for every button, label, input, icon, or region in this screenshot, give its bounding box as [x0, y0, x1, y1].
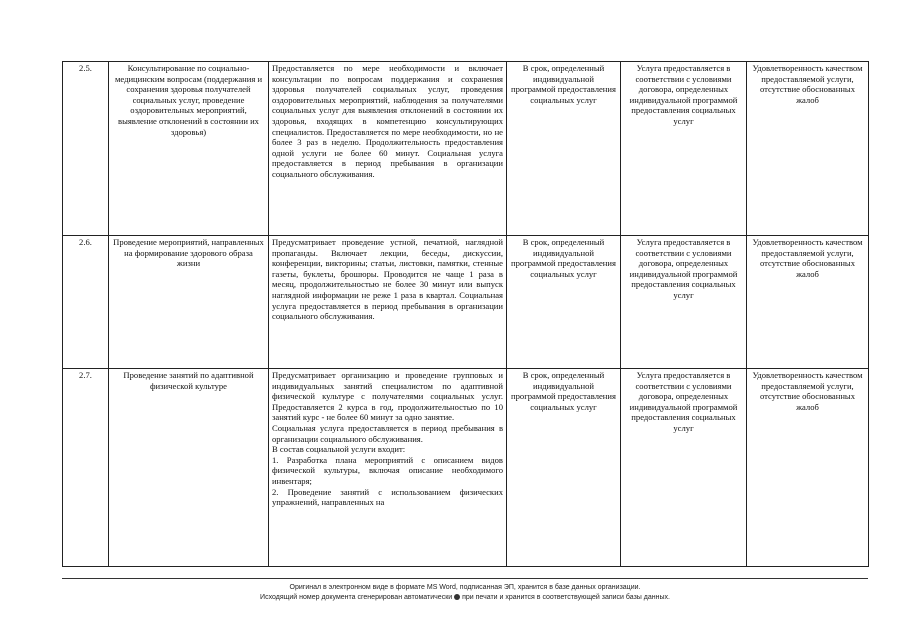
page-mark-icon — [454, 594, 460, 600]
service-term: В срок, определенный индивидуальной программой предоставления социальных услуг — [507, 62, 621, 236]
service-description — [269, 62, 507, 236]
footer-text-after: при печати и хранится в соответствующей записи базы данных. — [462, 594, 670, 601]
service-name: Проведение занятий по адаптивной физической культуре — [109, 369, 269, 567]
description-paragraph: Предусматривает организацию и проведение групповых и индивидуальных занятий специалистом по адаптивной физической культуре с получателями социальных услуг. Предоставляется 2 курса в год, продолжительностью по 10 занятий курс - не более 60 минут за одно занятие. — [272, 370, 503, 423]
service-term: В срок, определенный индивидуальной программой предоставления социальных услуг — [507, 236, 621, 369]
quality-criteria: Удовлетворенность качеством предоставляемой услуги, отсутствие обоснованных жалоб — [747, 62, 869, 236]
description-paragraph: 1. Разработка плана мероприятий с описанием видов физической культуры, включая описание необходимого инвентаря; — [272, 454, 503, 486]
description-paragraph: Социальная услуга предоставляется в период пребывания в организации социального обслуживания. — [272, 422, 503, 444]
service-description — [269, 369, 507, 567]
footer-divider — [62, 578, 868, 579]
description-paragraph: 2. Проведение занятий с использованием физических упражнений, направленных на — [272, 486, 503, 508]
footer-text-before: Исходящий номер документа сгенерирован автоматически — [260, 594, 453, 601]
footer-line-1: Оригинал в электронном виде в формате MS Word, подписанная ЭП, хранится в базе данных организации. — [289, 584, 641, 591]
quality-criteria: Удовлетворенность качеством предоставляемой услуги, отсутствие обоснованных жалоб — [747, 236, 869, 369]
services-table — [62, 61, 869, 567]
table-row — [63, 236, 869, 369]
service-conditions: Услуга предоставляется в соответствии с условиями договора, определенных индивидуальной программой предоставления социальных услуг — [621, 236, 747, 369]
row-number: 2.5. — [63, 62, 109, 236]
quality-criteria: Удовлетворенность качеством предоставляемой услуги, отсутствие обоснованных жалоб — [747, 369, 869, 567]
table-row — [63, 62, 869, 236]
row-number: 2.7. — [63, 369, 109, 567]
table-row — [63, 369, 869, 567]
service-conditions: Услуга предоставляется в соответствии с условиями договора, определенных индивидуальной программой предоставления социальных услуг — [621, 62, 747, 236]
service-term: В срок, определенный индивидуальной программой предоставления социальных услуг — [507, 369, 621, 567]
description-paragraph: Предоставляется по мере необходимости и включает консультации по вопросам поддержания и сохранения здоровья получателей социальных услуг, проведения оздоровительных мероприятий, наблюдения за получателями социальных услуг для выявления отклонений в состоянии их здоровья, входящих в компетенцию консультирующих специалистов. Предоставляется по мере необходимости, но не более 3 раз в неделю. Продолжительность предоставления одной услуги не более 60 минут. Социальная услуга предоставляется в период пребывания в организации социального обслуживания. — [272, 63, 503, 179]
footer-line-2 — [62, 593, 868, 603]
service-description — [269, 236, 507, 369]
row-number: 2.6. — [63, 236, 109, 369]
service-name: Консультирование по социально-медицинским вопросам (поддержания и сохранения здоровья получателей социальных услуг, проведение оздоровительных мероприятий, выявление отклонений в состоянии их здоровья) — [109, 62, 269, 236]
service-conditions: Услуга предоставляется в соответствии с условиями договора, определенных индивидуальной программой предоставления социальных услуг — [621, 369, 747, 567]
description-paragraph: Предусматривает проведение устной, печатной, наглядной пропаганды. Включает лекции, беседы, дискуссии, конференции, викторины; статьи, листовки, памятки, стенные газеты, буклеты, брошюры. Проводится не чаще 1 раза в месяц, продолжительностью не более 30 минут или выпуск наглядной информации не реже 1 раза в квартал. Социальная услуга предоставляется в период пребывания в организации социального обслуживания. — [272, 237, 503, 322]
page-footer — [62, 583, 868, 603]
description-paragraph: В состав социальной услуги входит: — [272, 444, 406, 455]
service-name: Проведение мероприятий, направленных на формирование здорового образа жизни — [109, 236, 269, 369]
